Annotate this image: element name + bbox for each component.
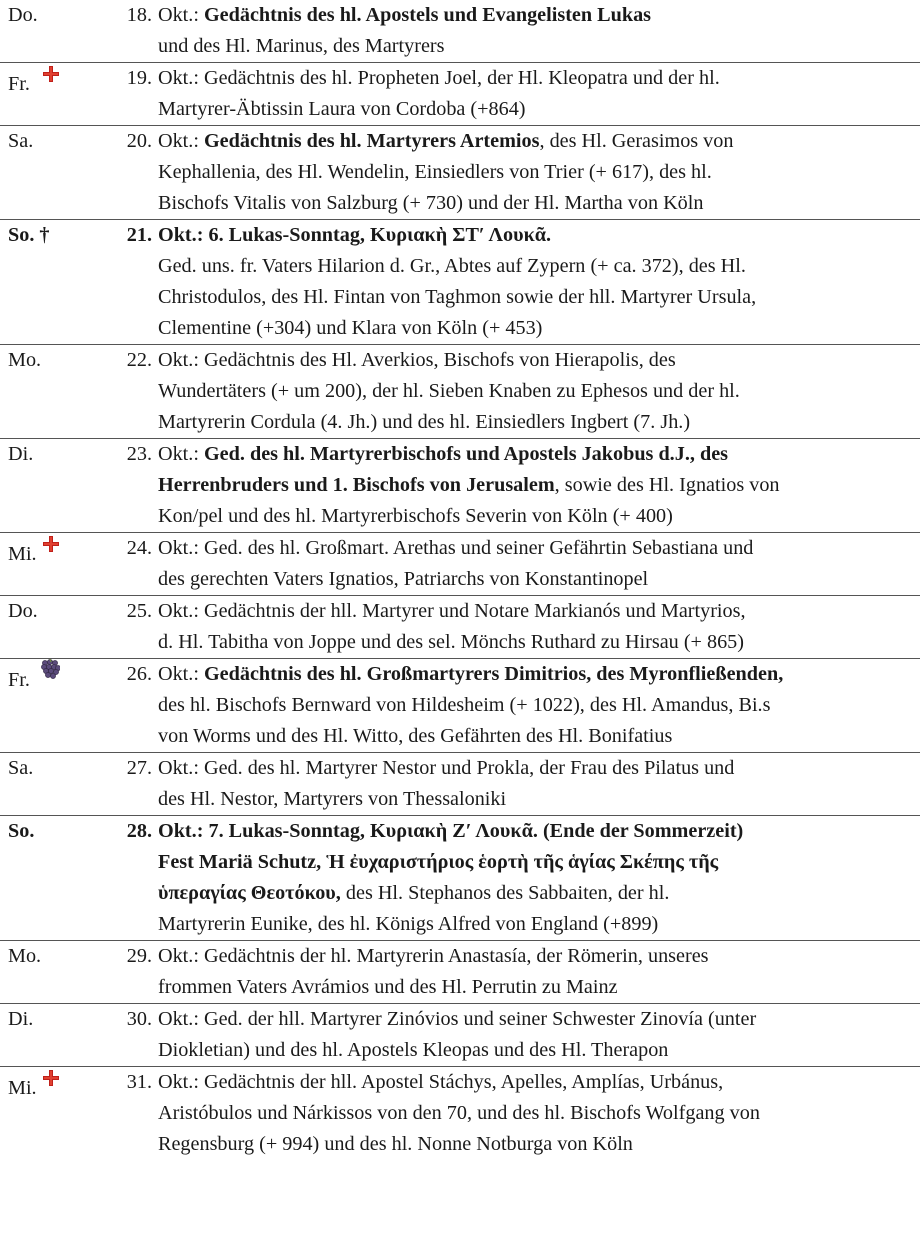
entry-segment: Wundertäters (+ um 200), der hl. Sieben Knaben zu Ephesos und der hl. <box>158 380 740 402</box>
weekday-label: Sa. <box>8 130 34 152</box>
weekday-cell <box>0 816 105 940</box>
weekday-label: Fr. <box>8 669 30 691</box>
entry-segment: d. Hl. Tabitha von Joppe und des sel. Mönchs Ruthard zu Hirsau (+ 865) <box>158 631 744 653</box>
day-number: 24. <box>126 537 152 559</box>
entry-line <box>158 126 920 157</box>
entry-segment: Okt.: <box>158 443 204 465</box>
grapes-icon <box>40 659 60 679</box>
entry-segment: Diokletian) und des hl. Apostels Kleopas und des Hl. Therapon <box>158 1039 669 1061</box>
entry-segment: von Worms und des Hl. Witto, des Gefährten des Hl. Bonifatius <box>158 725 673 747</box>
weekday-cell <box>0 1067 105 1160</box>
entry-segment: Clementine (+304) und Klara von Köln (+ 453) <box>158 317 543 339</box>
calendar-entry <box>0 439 920 533</box>
entry-line <box>158 721 920 752</box>
weekday-cell <box>0 753 105 815</box>
feast-title: Fest Mariä Schutz, Ἡ ἐυχαριστήριος ἑορτὴ τῆς ἁγίας Σκέπης τῆς <box>158 851 719 873</box>
entry-text <box>158 1004 920 1066</box>
entry-segment: frommen Vaters Avrámios und des Hl. Perrutin zu Mainz <box>158 976 618 998</box>
feast-title: Okt.: 7. Lukas-Sonntag, Κυριακὴ Ζ′ Λουκᾶ. (Ende der Sommerzeit) <box>158 820 744 842</box>
entry-text <box>158 1067 920 1160</box>
entry-line <box>158 31 920 62</box>
calendar-entry <box>0 1004 920 1067</box>
red-cross-icon <box>42 535 60 553</box>
calendar-entry <box>0 1067 920 1160</box>
day-number: 27. <box>126 757 152 779</box>
feast-title: Gedächtnis des hl. Apostels und Evangelisten Lukas <box>203 4 652 26</box>
weekday-label: Mo. <box>8 349 42 371</box>
entry-text <box>158 941 920 1003</box>
entry-line <box>158 1004 920 1035</box>
entry-text <box>158 816 920 940</box>
entry-segment: , sowie des Hl. Ignatios von <box>554 474 780 496</box>
weekday-cell <box>0 596 105 658</box>
entry-line <box>158 282 920 313</box>
entry-text <box>158 533 920 595</box>
day-number: 26. <box>126 663 152 685</box>
entry-text <box>158 0 920 62</box>
weekday-cell <box>0 941 105 1003</box>
day-number: 20. <box>126 130 152 152</box>
entry-segment: Martyrerin Cordula (4. Jh.) und des hl. Einsiedlers Ingbert (7. Jh.) <box>158 411 691 433</box>
day-number: 18. <box>126 4 152 26</box>
entry-segment: des Hl. Nestor, Martyrers von Thessaloniki <box>158 788 507 810</box>
weekday-label: Mo. <box>8 945 42 967</box>
entry-segment: des hl. Bischofs Bernward von Hildesheim (+ 1022), des Hl. Amandus, Bi.s <box>158 694 771 716</box>
weekday-cell <box>0 439 105 532</box>
entry-segment: Okt.: Ged. des hl. Martyrer Nestor und Prokla, der Frau des Pilatus und <box>158 757 735 779</box>
entry-line <box>158 470 920 501</box>
feast-title: ὑπεραγίας Θεοτόκου, <box>158 882 341 904</box>
calendar-entry <box>0 220 920 345</box>
entry-segment: Okt.: Gedächtnis der hll. Apostel Stáchys, Apelles, Amplías, Urbánus, <box>158 1071 724 1093</box>
weekday-cell <box>0 533 105 595</box>
entry-line <box>158 784 920 815</box>
entry-text <box>158 753 920 815</box>
day-number: 28. <box>126 820 152 842</box>
calendar-entry <box>0 345 920 439</box>
entry-line <box>158 659 920 690</box>
entry-line <box>158 1129 920 1160</box>
feast-title: Gedächtnis des hl. Großmartyrers Dimitrios, des Myronfließenden, <box>203 663 784 685</box>
entry-segment: des Hl. Stephanos des Sabbaiten, der hl. <box>340 882 670 904</box>
weekday-cell <box>0 126 105 219</box>
entry-segment: Kephallenia, des Hl. Wendelin, Einsiedlers von Trier (+ 617), des hl. <box>158 161 712 183</box>
entry-line <box>158 533 920 564</box>
entry-text <box>158 63 920 125</box>
day-number: 31. <box>126 1071 152 1093</box>
entry-segment: Okt.: Gedächtnis des hl. Propheten Joel, der Hl. Kleopatra und der hl. <box>158 67 720 89</box>
feast-title: Gedächtnis des hl. Martyrers Artemios <box>203 130 540 152</box>
red-cross-icon <box>42 65 60 83</box>
entry-line <box>158 188 920 219</box>
calendar-entry <box>0 596 920 659</box>
entry-line <box>158 941 920 972</box>
day-number: 21. <box>126 224 152 246</box>
entry-segment: Aristóbulos und Nárkissos von den 70, und des hl. Bischofs Wolfgang von <box>158 1102 760 1124</box>
entry-text <box>158 220 920 344</box>
red-cross-icon <box>42 1069 60 1087</box>
entry-text <box>158 345 920 438</box>
entry-segment: und des Hl. Marinus, des Martyrers <box>158 35 445 57</box>
entry-line <box>158 1098 920 1129</box>
entry-segment: Okt.: <box>158 4 204 26</box>
entry-line <box>158 972 920 1003</box>
entry-segment: Okt.: Ged. des hl. Großmart. Arethas und seiner Gefährtin Sebastiana und <box>158 537 754 559</box>
calendar-entry <box>0 533 920 596</box>
entry-segment: Okt.: Gedächtnis des Hl. Averkios, Bischofs von Hierapolis, des <box>158 349 676 371</box>
weekday-label: Fr. <box>8 73 30 95</box>
weekday-label: Mi. <box>8 543 37 565</box>
entry-line <box>158 690 920 721</box>
entry-segment: , des Hl. Gerasimos von <box>539 130 734 152</box>
entry-line <box>158 0 920 31</box>
entry-line <box>158 439 920 470</box>
calendar-entry <box>0 63 920 126</box>
weekday-label: Mi. <box>8 1077 37 1099</box>
entry-line <box>158 627 920 658</box>
weekday-label: So. <box>8 820 35 842</box>
entry-line <box>158 157 920 188</box>
day-number: 22. <box>126 349 152 371</box>
calendar-entry <box>0 753 920 816</box>
entry-segment: Martyrer-Äbtissin Laura von Cordoba (+864) <box>158 98 526 120</box>
entry-text <box>158 659 920 752</box>
entry-line <box>158 220 920 251</box>
entry-segment: Regensburg (+ 994) und des hl. Nonne Notburga von Köln <box>158 1133 633 1155</box>
weekday-label: Di. <box>8 1008 34 1030</box>
calendar-entry <box>0 0 920 63</box>
entry-line <box>158 847 920 878</box>
weekday-label: So. † <box>8 224 50 246</box>
entry-line <box>158 564 920 595</box>
entry-segment: Okt.: Ged. der hll. Martyrer Zinóvios und seiner Schwester Zinovía (unter <box>158 1008 757 1030</box>
entry-segment: Okt.: Gedächtnis der hl. Martyrerin Anastasía, der Römerin, unseres <box>158 945 709 967</box>
feast-title: Ged. des hl. Martyrerbischofs und Apostels Jakobus d.J., des <box>203 443 729 465</box>
entry-line <box>158 1067 920 1098</box>
entry-segment: Bischofs Vitalis von Salzburg (+ 730) und der Hl. Martha von Köln <box>158 192 704 214</box>
entry-line <box>158 596 920 627</box>
entry-line <box>158 407 920 438</box>
weekday-cell <box>0 0 105 62</box>
entry-segment: Kon/pel und des hl. Martyrerbischofs Severin von Köln (+ 400) <box>158 505 673 527</box>
weekday-cell <box>0 659 105 752</box>
weekday-label: Do. <box>8 600 38 622</box>
day-number: 23. <box>126 443 152 465</box>
calendar-entry <box>0 659 920 753</box>
weekday-label: Do. <box>8 4 38 26</box>
entry-line <box>158 753 920 784</box>
entry-line <box>158 1035 920 1066</box>
weekday-cell <box>0 345 105 438</box>
weekday-label: Sa. <box>8 757 34 779</box>
entry-line <box>158 251 920 282</box>
calendar-entry <box>0 816 920 941</box>
weekday-cell <box>0 63 105 125</box>
calendar-entry <box>0 126 920 220</box>
entry-line <box>158 816 920 847</box>
entry-text <box>158 439 920 532</box>
entry-segment: Ged. uns. fr. Vaters Hilarion d. Gr., Abtes auf Zypern (+ ca. 372), des Hl. <box>158 255 746 277</box>
entry-line <box>158 313 920 344</box>
entry-segment: Okt.: <box>158 663 204 685</box>
entry-text <box>158 126 920 219</box>
entry-segment: Martyrerin Eunike, des hl. Königs Alfred von England (+899) <box>158 913 659 935</box>
entry-text <box>158 596 920 658</box>
day-number: 25. <box>126 600 152 622</box>
day-number: 29. <box>126 945 152 967</box>
entry-line <box>158 501 920 532</box>
weekday-cell <box>0 1004 105 1066</box>
feast-title: Herrenbruders und 1. Bischofs von Jerusalem <box>158 474 555 496</box>
entry-line <box>158 376 920 407</box>
entry-segment: Okt.: <box>158 130 204 152</box>
day-number: 19. <box>126 67 152 89</box>
entry-line <box>158 63 920 94</box>
day-number: 30. <box>126 1008 152 1030</box>
entry-segment: des gerechten Vaters Ignatios, Patriarchs von Konstantinopel <box>158 568 649 590</box>
feast-title: Okt.: 6. Lukas-Sonntag, Κυριακὴ ΣΤ′ Λουκᾶ. <box>158 224 552 246</box>
calendar-entry <box>0 941 920 1004</box>
entry-line <box>158 345 920 376</box>
weekday-label: Di. <box>8 443 34 465</box>
entry-segment: Christodulos, des Hl. Fintan von Taghmon sowie der hll. Martyrer Ursula, <box>158 286 757 308</box>
entry-line <box>158 94 920 125</box>
entry-segment: Okt.: Gedächtnis der hll. Martyrer und Notare Markianós und Martyrios, <box>158 600 746 622</box>
entry-line <box>158 878 920 909</box>
entry-line <box>158 909 920 940</box>
weekday-cell <box>0 220 105 344</box>
